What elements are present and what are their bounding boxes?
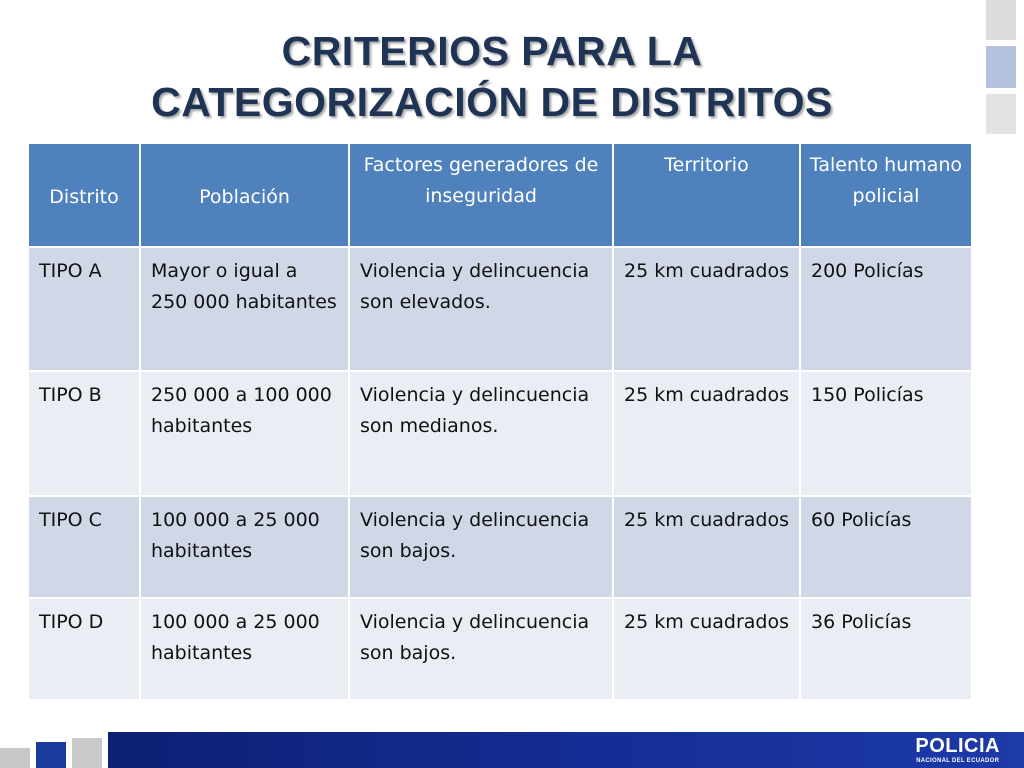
logo-sub-text: NACIONAL DEL ECUADOR bbox=[916, 758, 1000, 764]
cell-poblacion: 100 000 a 25 000 habitantes bbox=[140, 598, 349, 700]
cell-distrito: TIPO D bbox=[28, 598, 140, 700]
cell-talento: 200 Policías bbox=[800, 247, 972, 371]
cell-distrito: TIPO C bbox=[28, 496, 140, 598]
decorative-square bbox=[986, 0, 1016, 40]
cell-territorio: 25 km cuadrados bbox=[613, 247, 800, 371]
header-poblacion: Población bbox=[140, 143, 349, 247]
cell-distrito: TIPO A bbox=[28, 247, 140, 371]
header-talento: Talento humano policial bbox=[800, 143, 972, 247]
slide-title bbox=[40, 26, 944, 128]
cell-talento: 150 Policías bbox=[800, 371, 972, 496]
cell-territorio: 25 km cuadrados bbox=[613, 371, 800, 496]
header-territorio: Territorio bbox=[613, 143, 800, 247]
criteria-table bbox=[27, 142, 973, 701]
cell-poblacion: Mayor o igual a 250 000 habitantes bbox=[140, 247, 349, 371]
cell-talento: 36 Policías bbox=[800, 598, 972, 700]
table-header-row bbox=[28, 143, 972, 247]
header-factores: Factores generadores de inseguridad bbox=[349, 143, 613, 247]
logo-main-text: POLICIA bbox=[915, 735, 1000, 757]
cell-factores: Violencia y delincuencia son bajos. bbox=[349, 598, 613, 700]
cell-factores: Violencia y delincuencia son medianos. bbox=[349, 371, 613, 496]
policia-logo bbox=[915, 735, 1000, 765]
cell-factores: Violencia y delincuencia son bajos. bbox=[349, 496, 613, 598]
footer-band bbox=[108, 732, 1024, 768]
table-row bbox=[28, 496, 972, 598]
slide-title-line-2: CATEGORIZACIÓN DE DISTRITOS bbox=[151, 79, 833, 125]
footer-square bbox=[36, 742, 66, 768]
decorative-square bbox=[986, 46, 1016, 88]
decorative-square bbox=[986, 94, 1016, 134]
header-distrito: Distrito bbox=[28, 143, 140, 247]
cell-distrito: TIPO B bbox=[28, 371, 140, 496]
cell-poblacion: 100 000 a 25 000 habitantes bbox=[140, 496, 349, 598]
cell-talento: 60 Policías bbox=[800, 496, 972, 598]
cell-factores: Violencia y delincuencia son elevados. bbox=[349, 247, 613, 371]
cell-territorio: 25 km cuadrados bbox=[613, 496, 800, 598]
table-row bbox=[28, 247, 972, 371]
slide-title-line-1: CRITERIOS PARA LA bbox=[281, 28, 703, 74]
footer-square bbox=[0, 748, 30, 768]
footer-square bbox=[72, 738, 102, 768]
cell-poblacion: 250 000 a 100 000 habitantes bbox=[140, 371, 349, 496]
table-row bbox=[28, 371, 972, 496]
cell-territorio: 25 km cuadrados bbox=[613, 598, 800, 700]
table-row bbox=[28, 598, 972, 700]
